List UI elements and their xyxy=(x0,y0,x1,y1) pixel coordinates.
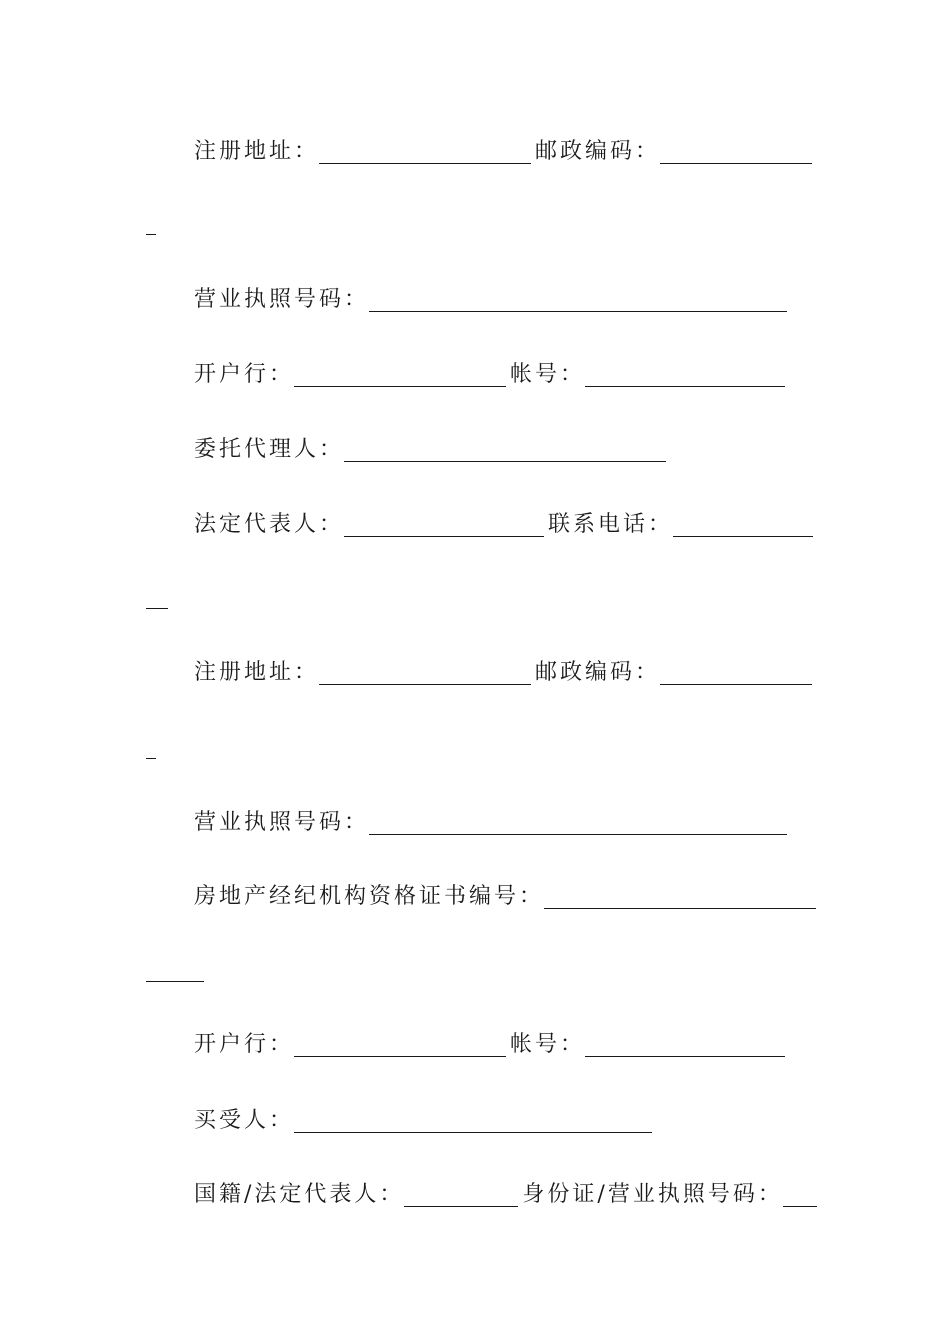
agent-label: 委托代理人： xyxy=(194,437,345,462)
account-label: 帐号： xyxy=(510,1032,586,1057)
form-line-legal-rep xyxy=(194,510,817,540)
nationality-rep-blank[interactable] xyxy=(404,1206,518,1207)
reg-address-label: 注册地址： xyxy=(194,660,320,685)
id-license-blank[interactable] xyxy=(783,1206,817,1207)
continuation-blank[interactable] xyxy=(146,608,168,609)
id-license-label: 身份证/营业执照号码： xyxy=(522,1182,783,1207)
form-line-bank-2 xyxy=(194,1030,789,1060)
agent-blank[interactable] xyxy=(344,461,666,462)
bank-label: 开户行： xyxy=(194,1032,295,1057)
account-label: 帐号： xyxy=(510,362,586,387)
reg-address-blank[interactable] xyxy=(319,163,531,164)
postcode-label: 邮政编码： xyxy=(535,660,661,685)
license-label: 营业执照号码： xyxy=(194,810,370,835)
broker-cert-label: 房地产经纪机构资格证书编号： xyxy=(194,884,545,909)
form-line-license-1 xyxy=(194,285,791,315)
form-line-nationality-rep xyxy=(194,1180,821,1210)
form-line-broker-cert xyxy=(194,882,820,912)
bank-blank[interactable] xyxy=(294,386,506,387)
phone-blank[interactable] xyxy=(673,536,813,537)
account-blank[interactable] xyxy=(585,1056,785,1057)
broker-cert-blank[interactable] xyxy=(544,908,816,909)
license-blank[interactable] xyxy=(369,311,787,312)
legal-rep-label: 法定代表人： xyxy=(194,512,345,537)
nationality-rep-label: 国籍/法定代表人： xyxy=(194,1182,405,1207)
form-line-bank-1 xyxy=(194,360,789,390)
license-blank[interactable] xyxy=(369,834,787,835)
form-line-reg-address-1 xyxy=(194,137,816,167)
buyer-label: 买受人： xyxy=(194,1108,295,1133)
phone-label: 联系电话： xyxy=(548,512,674,537)
form-line-reg-address-2 xyxy=(194,658,816,688)
postcode-blank[interactable] xyxy=(660,684,812,685)
form-line-buyer xyxy=(194,1106,656,1136)
reg-address-label: 注册地址： xyxy=(194,139,320,164)
legal-rep-blank[interactable] xyxy=(344,536,544,537)
postcode-label: 邮政编码： xyxy=(535,139,661,164)
continuation-blank[interactable] xyxy=(146,758,156,759)
continuation-blank[interactable] xyxy=(146,234,156,235)
postcode-blank[interactable] xyxy=(660,163,812,164)
form-line-license-2 xyxy=(194,808,791,838)
account-blank[interactable] xyxy=(585,386,785,387)
continuation-blank[interactable] xyxy=(146,981,204,982)
buyer-blank[interactable] xyxy=(294,1132,652,1133)
form-line-agent xyxy=(194,435,670,465)
license-label: 营业执照号码： xyxy=(194,287,370,312)
reg-address-blank[interactable] xyxy=(319,684,531,685)
bank-blank[interactable] xyxy=(294,1056,506,1057)
bank-label: 开户行： xyxy=(194,362,295,387)
